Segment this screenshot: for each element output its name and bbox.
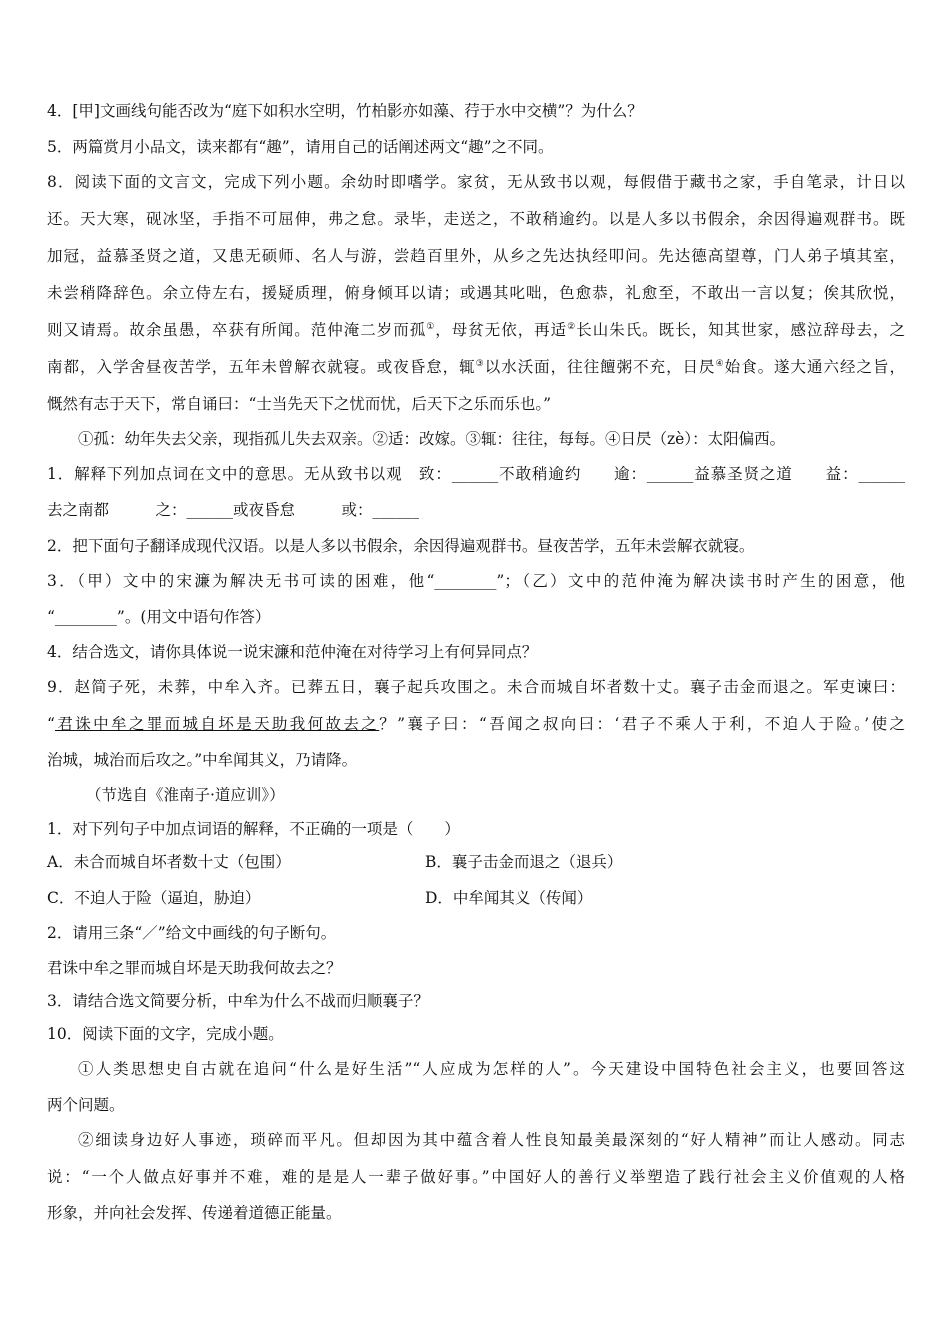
options-row-cd (47, 887, 907, 909)
footnotes: ①孤：幼年失去父亲，现指孤儿失去双亲。②适：改嫁。③辄：往往，每每。④日昃（zè）：太阳偏西。 (78, 430, 786, 448)
q8-sub1-text-cont: 去之南都 之：______或夜昏怠 或：______ (47, 501, 420, 519)
q8-sub3-text: 3．（甲）文中的宋濂为解决无书可读的困难，他“________”；（乙）文中的范仲淹为解决读书时产生的困意，他 (47, 572, 905, 590)
question-10-paragraph-2: ②细读身边好人事迹，琐碎而平凡。但却因为其中蕴含着人性良知最美最深刻的“好人精神”而让人感动。同志 (78, 1131, 905, 1149)
option-c[interactable]: C．不迫人于险（逼迫，胁迫） (47, 889, 261, 907)
question-10-paragraph-1: ①人类思想史自古就在追问“什么是好生活”“人应成为怎样的人”。今天建设中国特色社会主义，也要回答这 (78, 1060, 905, 1078)
question-8-passage-line: 8．阅读下面的文言文，完成下列小题。余幼时即嗜学。家贫，无从致书以观，每假借于藏书之家，手自笔录，计日以 (47, 173, 905, 191)
option-a[interactable]: A．未合而城自坏者数十丈（包围） (47, 853, 291, 871)
question-8-passage-line: 还。天大寒，砚冰坚，手指不可屈伸，弗之怠。录毕，走送之，不敢稍逾约。以是人多以书假余，余因得遍观群书。既 (47, 210, 905, 228)
question-4-jia-text: 4．[甲]文画线句能否改为“庭下如积水空明，竹柏影亦如藻、荇于水中交横”？为什么？ (47, 102, 643, 120)
question-10-text: 10．阅读下面的文字，完成小题。 (47, 1025, 284, 1043)
q8-sub2-text: 2．把下面句子翻译成现代汉语。以是人多以书假余，余因得遍观群书。昼夜苦学，五年未尝解衣就寝。 (47, 537, 755, 555)
option-d[interactable]: D．中牟闻其义（传闻） (425, 889, 593, 907)
option-b[interactable]: B．襄子击金而退之（退兵） (425, 853, 623, 871)
question-10-paragraph-2-cont: 形象，并向社会发挥、传递着道德正能量。 (47, 1204, 342, 1222)
question-8-passage-line: 加冠，益慕圣贤之道，又患无硕师、名人与游，尝趋百里外，从乡之先达执经叩问。先达德高望尊，门人弟子填其室， (47, 247, 905, 265)
footnote-marker: ① (426, 321, 436, 332)
question-9-passage-line: 治城，城治而后攻之。”中牟闻其义，乃请降。 (47, 751, 358, 769)
footnote-marker: ③ (475, 358, 485, 369)
q8-sub4-text: 4．结合选文，请你具体说一说宋濂和范仲淹在对待学习上有何异同点？ (47, 643, 538, 661)
options-row-ab (47, 851, 907, 873)
question-9-passage-line: 9．赵简子死，未葬，中牟入齐。已葬五日，襄子起兵攻围之。未合而城自坏者数十丈。襄子击金而退之。军吏谏曰： (47, 678, 905, 696)
question-8-passage-line: 慨然有志于天下，常自诵曰：“士当先天下之忧而忧，后天下之乐而乐也。” (47, 395, 552, 413)
question-9-passage-line: “君诛中牟之罪而城自坏是天助我何故去之？”襄子曰：“吾闻之叔向曰：‘君子不乘人于利，不迫人于险。’使之 (47, 715, 905, 733)
q8-sub3-text-cont: “________”。(用文中语句作答） (47, 608, 271, 626)
question-10-paragraph-2-cont: 说：“一个人做点好事并不难，难的是是人一辈子做好事。”中国好人的善行义举塑造了践行社会主义价值观的人格 (47, 1168, 905, 1186)
footnote-marker: ④ (715, 358, 725, 369)
source-citation: （节选自《淮南子·道应训》） (86, 786, 285, 804)
q9-sub2-text: 2．请用三条“／”给文中画线的句子断句。 (47, 924, 337, 942)
footnote-marker: ② (567, 321, 577, 332)
q9-sub1-text: 1．对下列句子中加点词语的解释，不正确的一项是（ ） (47, 820, 460, 838)
question-5-text: 5．两篇赏月小品文，读来都有“趣”，请用自己的话阐述两文“趣”之不同。 (47, 138, 554, 156)
q9-sub2-sentence: 君诛中牟之罪而城自坏是天助我何故去之？ (47, 959, 342, 977)
q9-sub3-text: 3．请结合选文简要分析，中牟为什么不战而归顺襄子？ (47, 992, 429, 1010)
question-8-passage-line: 南都，入学舍昼夜苦学，五年未曾解衣就寝。或夜昏怠，辄③以水沃面，往往饘粥不充，日昃④始食。遂大通六经之旨， (47, 358, 905, 376)
q8-sub1-text: 1．解释下列加点词在文中的意思。无从致书以观 致：______不敢稍逾约 逾：______益慕圣贤之道 益：______ (47, 465, 905, 483)
question-10-paragraph-1-cont: 两个问题。 (47, 1096, 125, 1114)
question-8-passage-line: 未尝稍降辞色。余立侍左右，援疑质理，俯身倾耳以请；或遇其叱咄，色愈恭，礼愈至，不敢出一言以复；俟其欣悦， (47, 284, 905, 302)
question-8-passage-line: 则又请焉。故余虽愚，卒获有所闻。范仲淹二岁而孤①，母贫无依，再适②长山朱氏。既长，知其世家，感泣辞母去，之 (47, 321, 905, 339)
underlined-sentence: 君诛中牟之罪而城自坏是天助我何故去之 (54, 715, 380, 733)
